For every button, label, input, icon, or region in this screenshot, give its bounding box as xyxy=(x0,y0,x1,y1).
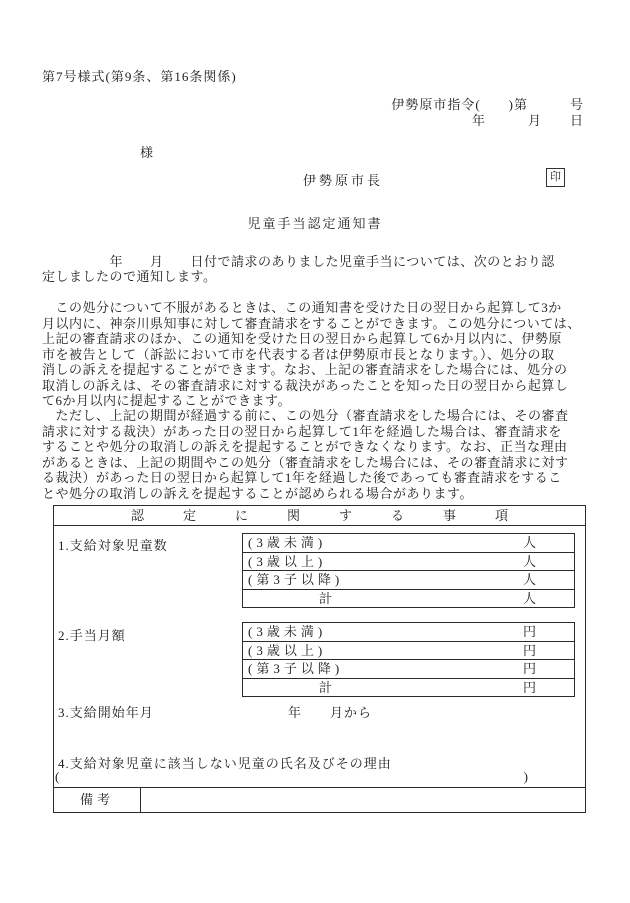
text-line: る裁決）があった日の翌日から起算して1年を経過した後であっても審査請求をするこ xyxy=(42,470,562,486)
limitation-paragraph xyxy=(42,408,572,501)
table-row xyxy=(243,571,574,590)
text-line: この処分について不服があるときは、この通知書を受けた日の翌日から起算して3か xyxy=(42,300,562,316)
text-line: 取消しの訴えは、その審査請求に対する裁決があったことを知った日の翌日から起算し xyxy=(42,377,569,393)
ineligible-children-label: 4.支給対象児童に該当しない児童の氏名及びその理由 xyxy=(58,756,392,771)
age-band-label: (3歳以上) xyxy=(248,553,327,569)
directive-number-line: 伊勢原市指令( )第 号 xyxy=(391,97,584,112)
age-band-label: (3歳未満) xyxy=(248,535,327,550)
table-header: 認定に関する事項 xyxy=(54,506,585,526)
document-title: 児童手当認定通知書 xyxy=(247,216,383,231)
unit-label: 人 xyxy=(522,590,536,606)
child-count-subtable xyxy=(242,533,575,608)
remarks-row xyxy=(54,787,585,812)
text-line: 年 月 日付で請求のありました児童手当については、次のとおり認 xyxy=(42,254,555,269)
form-number: 第7号様式(第9条、第16条関係) xyxy=(42,69,237,84)
table-row xyxy=(243,679,574,697)
seal-mark: 印 xyxy=(546,168,565,187)
eligible-children-count-label: 1.支給対象児童数 xyxy=(58,538,168,553)
payment-start-label: 3.支給開始年月 xyxy=(58,705,154,720)
unit-label: 円 xyxy=(522,624,536,639)
unit-label: 人 xyxy=(522,535,536,550)
directive-block xyxy=(391,97,584,129)
text-line: することや処分の取消しの訴えを提起することができなくなります。なお、正当な理由 xyxy=(42,439,568,455)
open-paren: ( xyxy=(55,769,60,784)
issue-date-line: 年 月 日 xyxy=(471,113,584,128)
table-row xyxy=(243,623,574,642)
unit-label: 円 xyxy=(522,679,536,695)
table-row xyxy=(243,642,574,661)
table-row xyxy=(243,534,574,553)
table-body xyxy=(54,526,585,812)
intro-paragraph xyxy=(42,254,572,285)
unit-label: 人 xyxy=(522,553,536,569)
text-line: とや処分の取消しの訴えを提起することが認められる場合があります。 xyxy=(42,485,473,501)
text-line: があるときは、上記の期間やこの処分（審査請求をした場合には、その審査請求に対す xyxy=(42,454,569,470)
total-label: 計 xyxy=(319,590,335,606)
text-line: 定しましたので通知します。 xyxy=(42,269,217,285)
ineligible-reason-field xyxy=(55,769,528,784)
text-line: 月以内に、神奈川県知事に対して審査請求をすることができます。この処分については、 xyxy=(42,315,581,331)
table-row xyxy=(243,553,574,572)
unit-label: 人 xyxy=(522,572,536,587)
text-line: 請求に対する裁決）があった日の翌日から起算して1年を経過した場合は、審査請求を xyxy=(42,423,562,439)
appeal-paragraph xyxy=(42,300,581,408)
monthly-amount-subtable xyxy=(242,622,575,697)
text-line: ただし、上記の期間が経過する前に、この処分（審査請求をした場合には、その審査 xyxy=(42,408,569,424)
age-band-label: (3歳未満) xyxy=(248,624,327,639)
close-paren: ) xyxy=(523,769,528,784)
age-band-label: (第3子以降) xyxy=(248,661,344,676)
paragraph-spacer xyxy=(42,285,572,300)
remarks-field xyxy=(141,788,585,812)
payment-start-value: 年 月から xyxy=(288,705,373,720)
certification-table xyxy=(53,505,586,813)
monthly-amount-label: 2.手当月額 xyxy=(58,628,126,643)
age-band-label: (3歳以上) xyxy=(248,642,327,658)
addressee-suffix: 様 xyxy=(140,145,155,160)
mayor-title: 伊勢原市長 xyxy=(303,173,384,188)
remarks-label: 備考 xyxy=(54,788,141,812)
body-text xyxy=(42,254,581,501)
unit-label: 円 xyxy=(522,642,536,658)
age-band-label: (第3子以降) xyxy=(248,572,344,587)
text-line: 市を被告として（訴訟において市を代表する者は伊勢原市長となります。）、処分の取 xyxy=(42,346,555,362)
total-label: 計 xyxy=(319,679,335,695)
table-row xyxy=(243,590,574,608)
text-line: て6か月以内に提起することができます。 xyxy=(42,392,291,408)
unit-label: 円 xyxy=(522,661,536,676)
text-line: 消しの訴えを提起することができます。なお、上記の審査請求をした場合には、処分の xyxy=(42,362,568,378)
table-row xyxy=(243,660,574,679)
text-line: 上記の審査請求のほか、この通知を受けた日の翌日から起算して6か月以内に、伊勢原 xyxy=(42,331,563,347)
